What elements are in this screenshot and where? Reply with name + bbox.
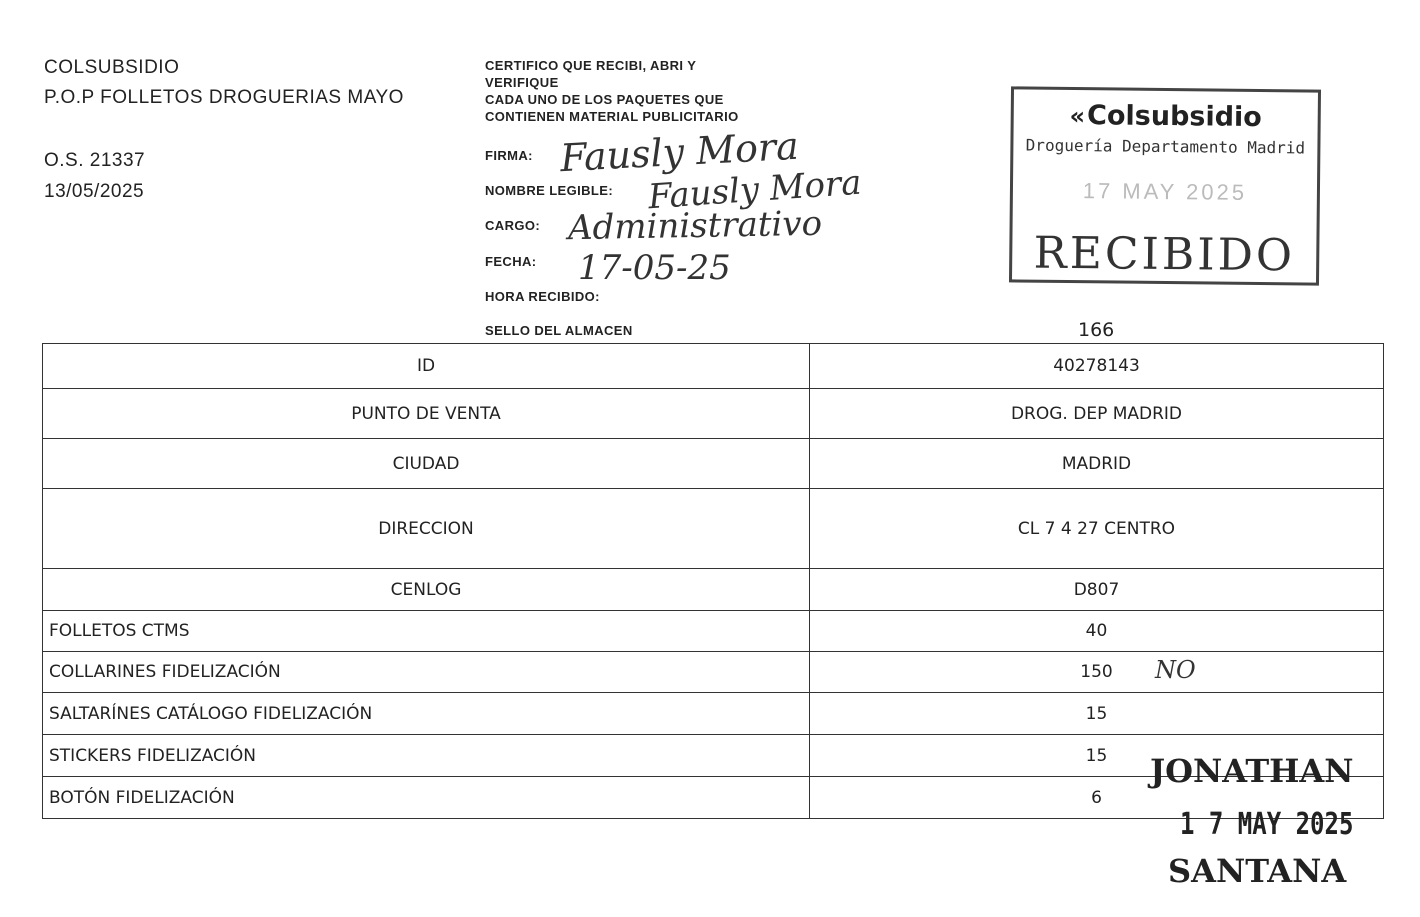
hora-label: HORA RECIBIDO: (485, 289, 600, 304)
row-label: DIRECCION (43, 489, 810, 569)
sello-number: 166 (1078, 319, 1115, 341)
row-label: SALTARÍNES CATÁLOGO FIDELIZACIÓN (43, 693, 810, 735)
fecha-label: FECHA: (485, 254, 537, 269)
row-value-text: 150 (1080, 662, 1113, 682)
row-label: STICKERS FIDELIZACIÓN (43, 735, 810, 777)
campaign-title: P.O.P FOLLETOS DROGUERIAS MAYO (44, 87, 404, 108)
stamp-faint-date: 17 MAY 2025 (1082, 178, 1248, 205)
colsubsidio-logo-icon: « (1069, 101, 1086, 131)
row-label: ID (43, 344, 810, 389)
certification-line: CADA UNO DE LOS PAQUETES QUE (485, 92, 724, 107)
receiver-first-name: JONATHAN (1150, 752, 1354, 790)
row-value: CL 7 4 27 CENTRO (810, 489, 1384, 569)
table-row (43, 344, 1384, 389)
nombre-label: NOMBRE LEGIBLE: (485, 183, 614, 198)
received-stamp (1009, 86, 1321, 285)
row-label: FOLLETOS CTMS (43, 611, 810, 652)
table-row (43, 652, 1384, 693)
row-value: 15 (810, 693, 1384, 735)
sello-label: SELLO DEL ALMACEN (485, 323, 633, 338)
firma-label: FIRMA: (485, 148, 533, 163)
company-name: COLSUBSIDIO (44, 57, 180, 78)
row-label: PUNTO DE VENTA (43, 389, 810, 439)
order-number: O.S. 21337 (44, 150, 146, 171)
row-value: 40 (810, 611, 1384, 652)
nombre-value: Fausly Mora (646, 162, 863, 218)
certification-line: CONTIENEN MATERIAL PUBLICITARIO (485, 109, 739, 124)
delivery-table (42, 343, 1384, 819)
handwritten-note: NO (1155, 656, 1196, 684)
row-value: DROG. DEP MADRID (810, 389, 1384, 439)
stamp-received: RECIBIDO (1033, 227, 1296, 282)
table-row (43, 489, 1384, 569)
certification-line: CERTIFICO QUE RECIBI, ABRI Y (485, 58, 697, 73)
cargo-value: Administrativo (567, 203, 823, 249)
row-value: D807 (810, 569, 1384, 611)
table-row (43, 439, 1384, 489)
receiver-date: 1 7 MAY 2025 (1180, 806, 1354, 842)
certification-line: VERIFIQUE (485, 75, 559, 90)
cargo-label: CARGO: (485, 218, 541, 233)
row-value: MADRID (810, 439, 1384, 489)
table-row (43, 569, 1384, 611)
document-date: 13/05/2025 (44, 181, 145, 202)
table-row (43, 389, 1384, 439)
row-value: 40278143 (810, 344, 1384, 389)
row-label: BOTÓN FIDELIZACIÓN (43, 777, 810, 819)
row-value (810, 652, 1384, 693)
receiver-last-name: SANTANA (1168, 852, 1347, 890)
row-label: COLLARINES FIDELIZACIÓN (43, 652, 810, 693)
stamp-brand (1014, 99, 1318, 133)
table-row (43, 611, 1384, 652)
row-label: CENLOG (43, 569, 810, 611)
certification-text (485, 57, 739, 125)
row-label: CIUDAD (43, 439, 810, 489)
stamp-subtitle: Droguería Departamento Madrid (1025, 135, 1306, 158)
stamp-brand-text: Colsubsidio (1086, 100, 1262, 134)
firma-signature: Fausly Mora (559, 123, 800, 181)
row-value: 15 (810, 735, 1384, 777)
fecha-value: 17-05-25 (578, 248, 731, 288)
table-row (43, 693, 1384, 735)
row-value: 6 (810, 777, 1384, 819)
